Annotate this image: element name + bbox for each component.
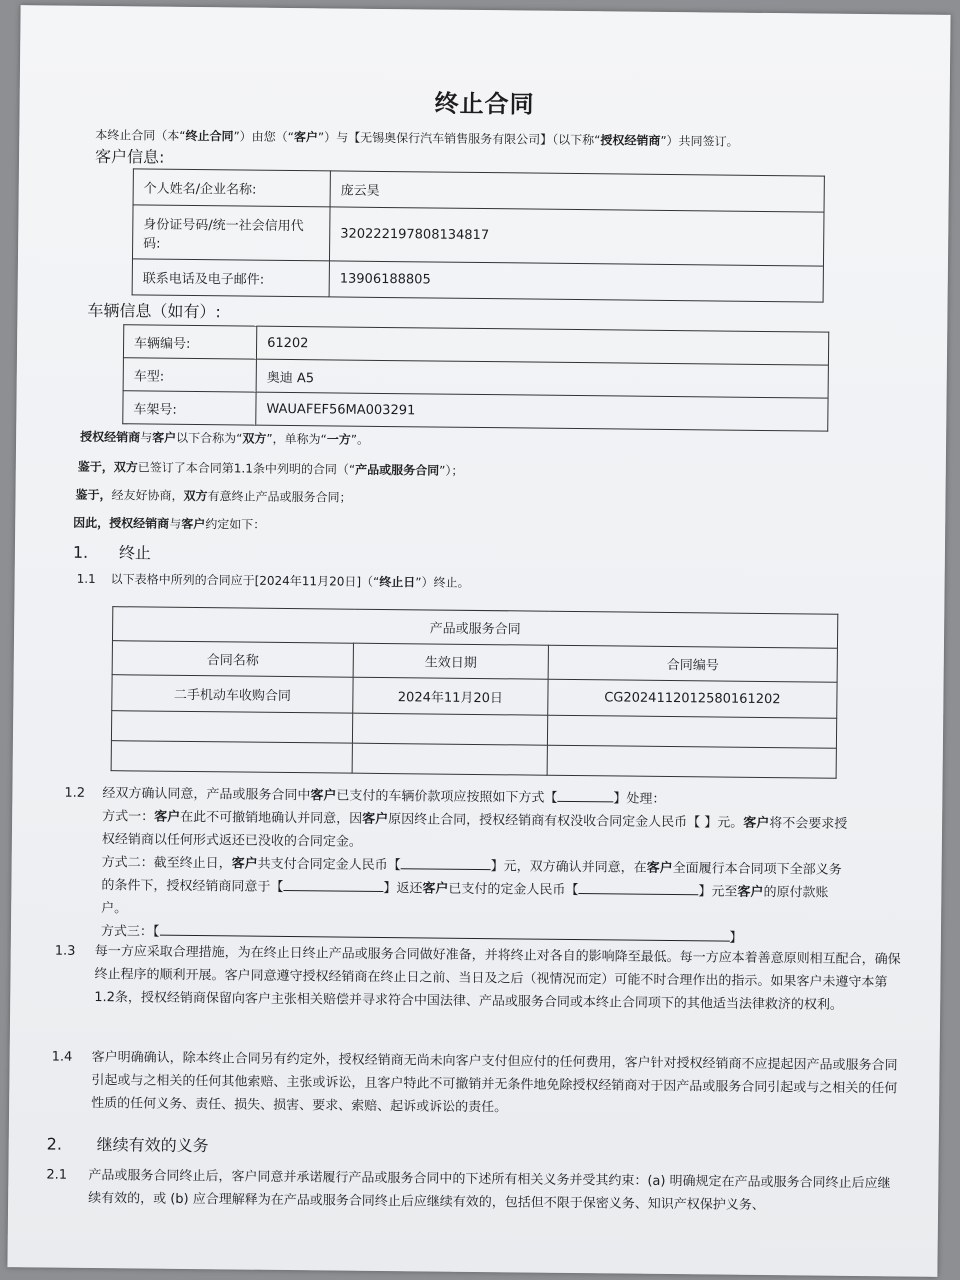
clause-bold: 客户 <box>422 881 449 897</box>
clause-text: 每一方应采取合理措施，为在终止日终止产品或服务合同做好准备，并将终止对各自的影响降至最低。每一方应本着善意原则相互配合，确保终止程序的顺利开展。客户同意遵守授权经销商在终止日之前、当日及之后（视情况而定）可能不时合理作出的指示。如果客户未遵守本第1.2条，授权经销商保留向客户主张相关赔偿并寻求符合中国法律、产品或服务合同或本终止合同项下的其他适当法律救济的权利。 <box>94 943 901 1013</box>
intro-text: ”）由您（“ <box>233 129 295 145</box>
clause-number: 1.3 <box>54 943 76 959</box>
vehicle-value: WAUAFEF56MA003291 <box>256 392 828 431</box>
vehicle-value: 61202 <box>256 326 828 365</box>
blank-field <box>401 856 491 870</box>
clause-text: 户。 <box>101 901 128 917</box>
clause-text: 】 <box>729 930 743 946</box>
clause-bold: 客户 <box>737 884 764 900</box>
section-number: 1. <box>72 542 89 562</box>
clause-text: 经双方确认同意，产品或服务合同中 <box>102 786 311 804</box>
clause-text: 有意终止产品或服务合同； <box>207 489 352 505</box>
clause-text: 】返还 <box>383 881 423 897</box>
clause-bold: 客户 <box>310 788 337 804</box>
clause-text: 以下表格中所列的合同应于[2024年11月20日]（“ <box>110 572 380 589</box>
clause-bold: 鉴于， <box>75 487 112 503</box>
contract-name-cell: 二手机动车收购合同 <box>112 675 353 714</box>
customer-heading: 客户信息: <box>94 146 165 167</box>
section-title: 继续有效的义务 <box>96 1135 209 1156</box>
document-page <box>7 5 950 1277</box>
intro-text: ”）共同签订。 <box>660 133 739 149</box>
clause-text: 方式二：截至终止日， <box>101 855 232 872</box>
whereas-clause-1 <box>78 458 464 479</box>
section-number: 2. <box>46 1134 63 1154</box>
vehicle-label: 车架号: <box>123 391 256 425</box>
intro-bold: 客户 <box>293 130 319 145</box>
clause-text: ”）； <box>439 463 464 478</box>
parties-clause <box>80 428 369 448</box>
clause-text: 权经销商以任何形式返还已没收的合同定金。 <box>101 832 362 850</box>
clause-bold: 双方 <box>183 488 208 504</box>
blank-field <box>557 789 613 803</box>
header-effective-date: 生效日期 <box>353 643 548 679</box>
contract-name-cell <box>111 711 352 744</box>
customer-value: 320222197808134817 <box>329 207 824 266</box>
clause-text: ”）终止。 <box>415 575 470 590</box>
clause-text: 在此不可撤销地确认并同意，因 <box>180 809 363 827</box>
clause-bold: 双方 <box>113 460 138 475</box>
clause-text: 已支付的车辆价款项应按照如下方式【 <box>336 788 558 806</box>
blank-field <box>578 881 698 895</box>
clause-number: 1.4 <box>51 1049 73 1065</box>
clause-text: 将不会要求授 <box>769 816 848 832</box>
clause-1-2 <box>63 782 895 952</box>
clause-bold: 双方 <box>242 431 267 446</box>
contract-number-cell: CG2024112012580161202 <box>548 679 837 718</box>
clause-text: 】元至 <box>698 884 738 900</box>
intro-paragraph <box>95 126 935 152</box>
clause-bold: 客户 <box>743 815 770 832</box>
contract-number-cell <box>547 745 836 778</box>
effective-date-cell: 2024年11月20日 <box>353 677 548 715</box>
clause-bold: 鉴于， <box>77 459 114 475</box>
clause-text: 共支付合同定金人民币【 <box>257 856 401 874</box>
clause-text: 方式一： <box>102 809 155 825</box>
vehicle-label: 车辆编号: <box>123 325 256 359</box>
clause-bold: 客户 <box>362 811 389 828</box>
clause-1-4 <box>51 1046 904 1124</box>
clause-text: ”，单称为“ <box>266 431 327 447</box>
clause-text: 产品或服务合同终止后，客户同意并承诺履行产品或服务合同中的下述所有相关义务并受其约束：(a) 明确规定在产品或服务合同终止后应继续有效的，或 (b) 应合理解释为在产品或服务合同终止后应继续有效的，包括但不限于保密义务、知识产权保护义务、 <box>88 1167 891 1214</box>
contract-name-cell <box>111 741 352 774</box>
clause-text: 全面履行本合同项下全部义务 <box>672 861 842 878</box>
clause-bold: 客户 <box>154 809 181 825</box>
customer-label: 个人姓名/企业名称: <box>133 169 330 207</box>
clause-text: 经友好协商， <box>111 488 184 503</box>
therefore-clause <box>73 514 265 533</box>
clause-1-3 <box>54 940 905 1018</box>
effective-date-cell <box>352 713 547 745</box>
contract-table <box>111 606 839 779</box>
clause-text: 以下合称为“ <box>176 430 243 446</box>
clause-text: 与 <box>140 430 153 445</box>
clause-text: 的条件下，授权经销商同意于【 <box>101 878 284 895</box>
vehicle-row <box>123 391 828 431</box>
vehicle-heading: 车辆信息（如有）: <box>87 300 221 322</box>
clause-bold: 因此， <box>73 515 110 531</box>
clause-number: 1.2 <box>64 785 86 801</box>
section-title: 终止 <box>118 543 152 563</box>
customer-row <box>132 259 823 302</box>
clause-bold: 授权经销商 <box>80 429 141 445</box>
intro-bold: 授权经销商 <box>600 133 661 148</box>
blank-field <box>283 878 383 892</box>
clause-bold: 客户 <box>231 856 258 872</box>
intro-bold: 终止合同 <box>185 128 234 144</box>
intro-text: 本终止合同（本“ <box>95 127 186 143</box>
clause-text: 】处理： <box>613 791 666 807</box>
clause-2-1 <box>46 1163 902 1218</box>
clause-text: 已签订了本合同第1.1条中列明的合同（“ <box>137 460 356 477</box>
customer-value: 13906188805 <box>329 261 823 302</box>
clause-text: 的原付款账 <box>763 884 829 901</box>
clause-bold: 产品或服务合同 <box>355 462 440 478</box>
clause-text: ”。 <box>350 432 370 447</box>
clause-text: 客户明确确认，除本终止合同另有约定外，授权经销商无尚未向客户支付但应付的任何费用，客户针对授权经销商不应提起因产品或服务合同引起或与之相关的任何其他索赔、主张或诉讼，且客户特此不可撤销并无条件地免除授权经销商对于因产品或服务合同引起或与之相关的任何性质的任何义务、责任、损失、损害、要求、索赔、起诉或诉讼的责任。 <box>91 1049 898 1116</box>
intro-text: ”）与【无锡奥保行汽车销售服务有限公司】（以下称“ <box>317 130 601 148</box>
section-2-heading <box>47 1132 209 1157</box>
effective-date-cell <box>352 743 547 775</box>
clause-bold: 客户 <box>152 430 177 445</box>
vehicle-table <box>122 324 829 431</box>
customer-label: 身份证号码/统一社会信用代码: <box>132 205 330 261</box>
header-contract-number: 合同编号 <box>548 645 837 682</box>
clause-text: 已支付的定金人民币【 <box>448 881 579 899</box>
clause-bold: 授权经销商 <box>109 516 170 531</box>
customer-label: 联系电话及电子邮件: <box>132 259 329 297</box>
clause-bold: 客户 <box>646 860 673 877</box>
clause-bold: 客户 <box>181 516 206 532</box>
vehicle-value: 奥迪 A5 <box>256 359 828 398</box>
blank-field <box>159 923 729 942</box>
clause-number: 1.1 <box>76 571 96 586</box>
clause-text: 约定如下： <box>205 517 266 532</box>
table-row <box>111 741 836 779</box>
customer-row <box>132 205 824 266</box>
clause-text: 】元，双方确认并同意，在 <box>490 859 647 876</box>
clause-bold: 一方 <box>326 432 351 447</box>
vehicle-label: 车型: <box>123 358 256 392</box>
whereas-clause-2 <box>75 486 351 506</box>
customer-table <box>132 168 825 302</box>
contract-caption: 产品或服务合同 <box>112 607 837 649</box>
clause-text: 与 <box>169 516 182 531</box>
clause-bold: 终止日 <box>379 574 416 590</box>
customer-value: 庞云昊 <box>330 171 824 212</box>
clause-text: 原因终止合同，授权经销商有权没收合同定金人民币【 】元。 <box>388 812 744 831</box>
clause-1-1 <box>77 570 470 591</box>
clause-text: 方式三：【 <box>100 924 160 940</box>
clause-number: 2.1 <box>46 1167 68 1183</box>
header-contract-name: 合同名称 <box>112 641 353 678</box>
contract-number-cell <box>547 715 836 748</box>
document-title: 终止合同 <box>434 89 535 119</box>
section-1-heading <box>73 540 151 564</box>
